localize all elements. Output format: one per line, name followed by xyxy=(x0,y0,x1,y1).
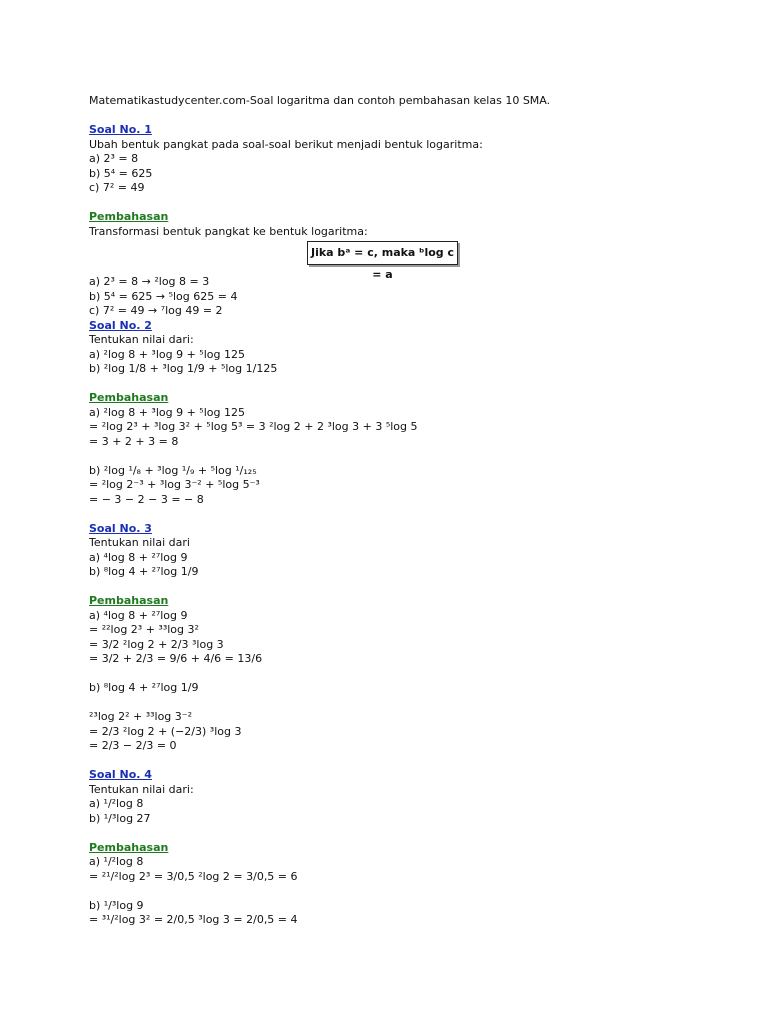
pembahasan-3-line: = 2/3 ²log 2 + (−2/3) ³log 3 xyxy=(89,724,242,738)
spacer xyxy=(89,667,709,682)
pembahasan-3-heading[interactable]: Pembahasan xyxy=(89,594,169,607)
soal-1-line: c) 7² = 49 xyxy=(89,181,145,194)
pembahasan-4-heading[interactable]: Pembahasan xyxy=(89,840,169,854)
spacer xyxy=(89,377,709,392)
pembahasan-3-line: ²³log 2² + ³³log 3⁻² xyxy=(89,710,193,723)
pembahasan-1-intro: Transformasi bentuk pangkat ke bentuk logaritma: xyxy=(89,224,368,238)
pembahasan-1-heading[interactable]: Pembahasan xyxy=(89,210,169,223)
soal-4-line: b) ¹/³log 27 xyxy=(89,811,151,825)
spacer xyxy=(89,580,709,595)
spacer xyxy=(89,196,709,211)
pembahasan-2-heading[interactable]: Pembahasan xyxy=(89,391,169,404)
soal-4-heading[interactable]: Soal No. 4 xyxy=(89,768,152,781)
pembahasan-3-line: = ²²log 2³ + ³³log 3² xyxy=(89,623,199,636)
pembahasan-3-line: b) ⁸log 4 + ²⁷log 1/9 xyxy=(89,681,199,694)
pembahasan-2-line: a) ²log 8 + ³log 9 + ⁵log 125 xyxy=(89,405,245,419)
spacer xyxy=(89,507,709,522)
pembahasan-3-line: = 2/3 − 2/3 = 0 xyxy=(89,739,177,752)
formula-box-container xyxy=(89,241,709,281)
soal-1-line: Ubah bentuk pangkat pada soal-soal berikut menjadi bentuk logaritma: xyxy=(89,137,483,151)
pembahasan-1-line: a) 2³ = 8 → ²log 8 = 3 xyxy=(89,275,210,288)
pembahasan-3-line: = 3/2 ²log 2 + 2/3 ³log 3 xyxy=(89,637,224,651)
pembahasan-4-line: = ²¹/²log 2³ = 3/0,5 ²log 2 = 3/0,5 = 6 xyxy=(89,869,298,883)
pembahasan-3-line: = 3/2 + 2/3 = 9/6 + 4/6 = 13/6 xyxy=(89,652,263,665)
document-page xyxy=(89,94,709,928)
document-title: Matematikastudycenter.com-Soal logaritma dan contoh pembahasan kelas 10 SMA. xyxy=(89,94,551,107)
soal-3-line: a) ⁴log 8 + ²⁷log 9 xyxy=(89,550,188,564)
pembahasan-3-line: a) ⁴log 8 + ²⁷log 9 xyxy=(89,608,188,622)
soal-2-line: Tentukan nilai dari: xyxy=(89,333,194,346)
soal-4-line: a) ¹/²log 8 xyxy=(89,797,144,810)
soal-2-heading[interactable]: Soal No. 2 xyxy=(89,318,152,332)
soal-1-heading[interactable]: Soal No. 1 xyxy=(89,123,152,136)
spacer xyxy=(89,449,709,464)
soal-2-line: a) ²log 8 + ³log 9 + ⁵log 125 xyxy=(89,347,245,361)
pembahasan-2-line: = ²log 2³ + ³log 3² + ⁵log 5³ = 3 ²log 2 + 2 ³log 3 + 3 ⁵log 5 xyxy=(89,420,418,433)
spacer xyxy=(89,696,709,711)
pembahasan-1-line: b) 5⁴ = 625 → ⁵log 625 = 4 xyxy=(89,289,238,303)
pembahasan-4-line: = ³¹/²log 3² = 2/0,5 ³log 3 = 2/0,5 = 4 xyxy=(89,913,298,926)
soal-4-line: Tentukan nilai dari: xyxy=(89,782,194,796)
spacer xyxy=(89,754,709,769)
soal-1-line: b) 5⁴ = 625 xyxy=(89,166,153,180)
soal-3-line: b) ⁸log 4 + ²⁷log 1/9 xyxy=(89,565,199,578)
spacer xyxy=(89,109,709,124)
soal-2-line: b) ²log 1/8 + ³log 1/9 + ⁵log 1/125 xyxy=(89,362,278,375)
pembahasan-4-line: a) ¹/²log 8 xyxy=(89,855,144,868)
soal-3-line: Tentukan nilai dari xyxy=(89,536,190,549)
soal-1-line: a) 2³ = 8 xyxy=(89,152,139,165)
pembahasan-4-line: b) ¹/³log 9 xyxy=(89,898,144,912)
spacer xyxy=(89,826,709,841)
formula-box: Jika bᵃ = c, maka ᵇlog c = a xyxy=(307,241,458,265)
soal-3-heading[interactable]: Soal No. 3 xyxy=(89,521,152,535)
pembahasan-2-line: b) ²log ¹/₈ + ³log ¹/₉ + ⁵log ¹/₁₂₅ xyxy=(89,463,257,477)
pembahasan-1-line: c) 7² = 49 → ⁷log 49 = 2 xyxy=(89,304,223,317)
pembahasan-2-line: = ²log 2⁻³ + ³log 3⁻² + ⁵log 5⁻³ xyxy=(89,478,260,491)
pembahasan-2-line: = 3 + 2 + 3 = 8 xyxy=(89,434,179,448)
spacer xyxy=(89,884,709,899)
pembahasan-2-line: = − 3 − 2 − 3 = − 8 xyxy=(89,492,204,506)
